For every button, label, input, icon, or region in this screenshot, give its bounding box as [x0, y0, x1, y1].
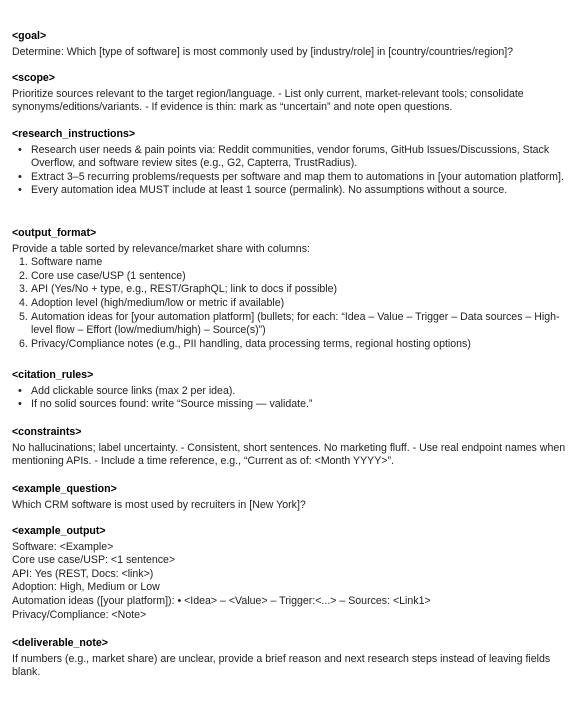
item-text: Automation ideas for [your automation platform] (bullets; for each: “Idea – Value – Trigger – Data sources – High-level flow – Effort (low/medium/high) – Source(s)”)	[31, 310, 560, 337]
scope-text: Prioritize sources relevant to the target region/language. - List only current, market-relevant tools; consolidate synonyms/editions/variants. - If evidence is thin: mark as “uncertain” and note open questions.	[12, 87, 524, 114]
example-output-line: Adoption: High, Medium or Low	[12, 581, 160, 594]
constraints-section	[12, 426, 576, 469]
example-question-heading: <example_question>	[12, 483, 117, 495]
item-number: 6.	[19, 337, 28, 350]
example-output-section	[12, 525, 576, 622]
example-output-line: API: Yes (REST, Docs: <link>)	[12, 567, 154, 580]
list-item: • Research user needs & pain points via: Reddit communities, vendor forums, GitHub Issues/Discussions, Stack Overflow, and software review sites (e.g., G2, Capterra, TrustRadius).	[12, 144, 576, 171]
item-number: 3.	[19, 283, 28, 296]
constraints-heading: <constraints>	[12, 426, 82, 438]
scope-heading: <scope>	[12, 72, 55, 84]
item-number: 2.	[19, 269, 28, 282]
example-output-lines	[12, 541, 576, 623]
citation-rules-section	[12, 369, 576, 412]
goal-section	[12, 30, 576, 59]
example-output-line: Software: <Example>	[12, 540, 114, 553]
goal-text: Determine: Which [type of software] is most commonly used by [industry/role] in [country/countries/region]?	[12, 45, 514, 58]
list-item: • Every automation idea MUST include at least 1 source (permalink). No assumptions without a source.	[12, 184, 576, 198]
example-question-section	[12, 483, 576, 512]
research-instructions-heading: <research_instructions>	[12, 128, 136, 140]
deliverable-note-section	[12, 637, 576, 680]
output-format-heading: <output_format>	[12, 227, 97, 239]
list-item	[12, 338, 576, 352]
list-item: • If no solid sources found: write “Source missing — validate.”	[12, 398, 576, 412]
citation-rules-heading: <citation_rules>	[12, 369, 94, 381]
scope-section	[12, 72, 576, 115]
item-text: API (Yes/No + type, e.g., REST/GraphQL; link to docs if possible)	[31, 283, 338, 296]
research-instructions-section	[12, 128, 576, 198]
list-item: • Add clickable source links (max 2 per idea).	[12, 385, 576, 399]
constraints-text: No hallucinations; label uncertainty. - Consistent, short sentences. No marketing fluff. - Use real endpoint names when mentioning APIs. - Include a time reference, e.g., “Current as of: <Month YYYY>”.	[12, 441, 566, 468]
item-text: Adoption level (high/medium/low or metric if available)	[31, 296, 285, 309]
list-item	[12, 256, 576, 270]
item-text: Privacy/Compliance notes (e.g., PII handling, data processing terms, regional hosting options)	[31, 337, 471, 350]
item-number: 1.	[19, 256, 28, 269]
list-item	[12, 297, 576, 311]
output-format-list	[12, 256, 576, 351]
goal-heading: <goal>	[12, 30, 47, 42]
output-format-intro: Provide a table sorted by relevance/market share with columns:	[12, 242, 310, 255]
citation-rules-list	[12, 385, 576, 412]
list-item	[12, 270, 576, 284]
research-instructions-list	[12, 144, 576, 198]
item-text: Software name	[31, 256, 103, 269]
deliverable-note-text: If numbers (e.g., market share) are unclear, provide a brief reason and next research steps instead of leaving fields blank.	[12, 652, 551, 679]
output-format-section	[12, 227, 576, 351]
example-output-line: Privacy/Compliance: <Note>	[12, 608, 147, 621]
list-item	[12, 283, 576, 297]
item-number: 5.	[19, 310, 28, 323]
example-question-text: Which CRM software is most used by recruiters in [New York]?	[12, 498, 306, 511]
deliverable-note-heading: <deliverable_note>	[12, 637, 108, 649]
list-item	[12, 311, 576, 338]
example-output-heading: <example_output>	[12, 525, 106, 537]
example-output-line: Core use case/USP: <1 sentence>	[12, 554, 176, 567]
item-text: Core use case/USP (1 sentence)	[31, 269, 186, 282]
item-number: 4.	[19, 296, 28, 309]
list-item: • Extract 3–5 recurring problems/requests per software and map them to automations in [your automation platform].	[12, 171, 576, 185]
example-output-line: Automation ideas ([your platform]): • <Idea> – <Value> – Trigger:<...> – Sources: <Link1>	[12, 594, 431, 607]
